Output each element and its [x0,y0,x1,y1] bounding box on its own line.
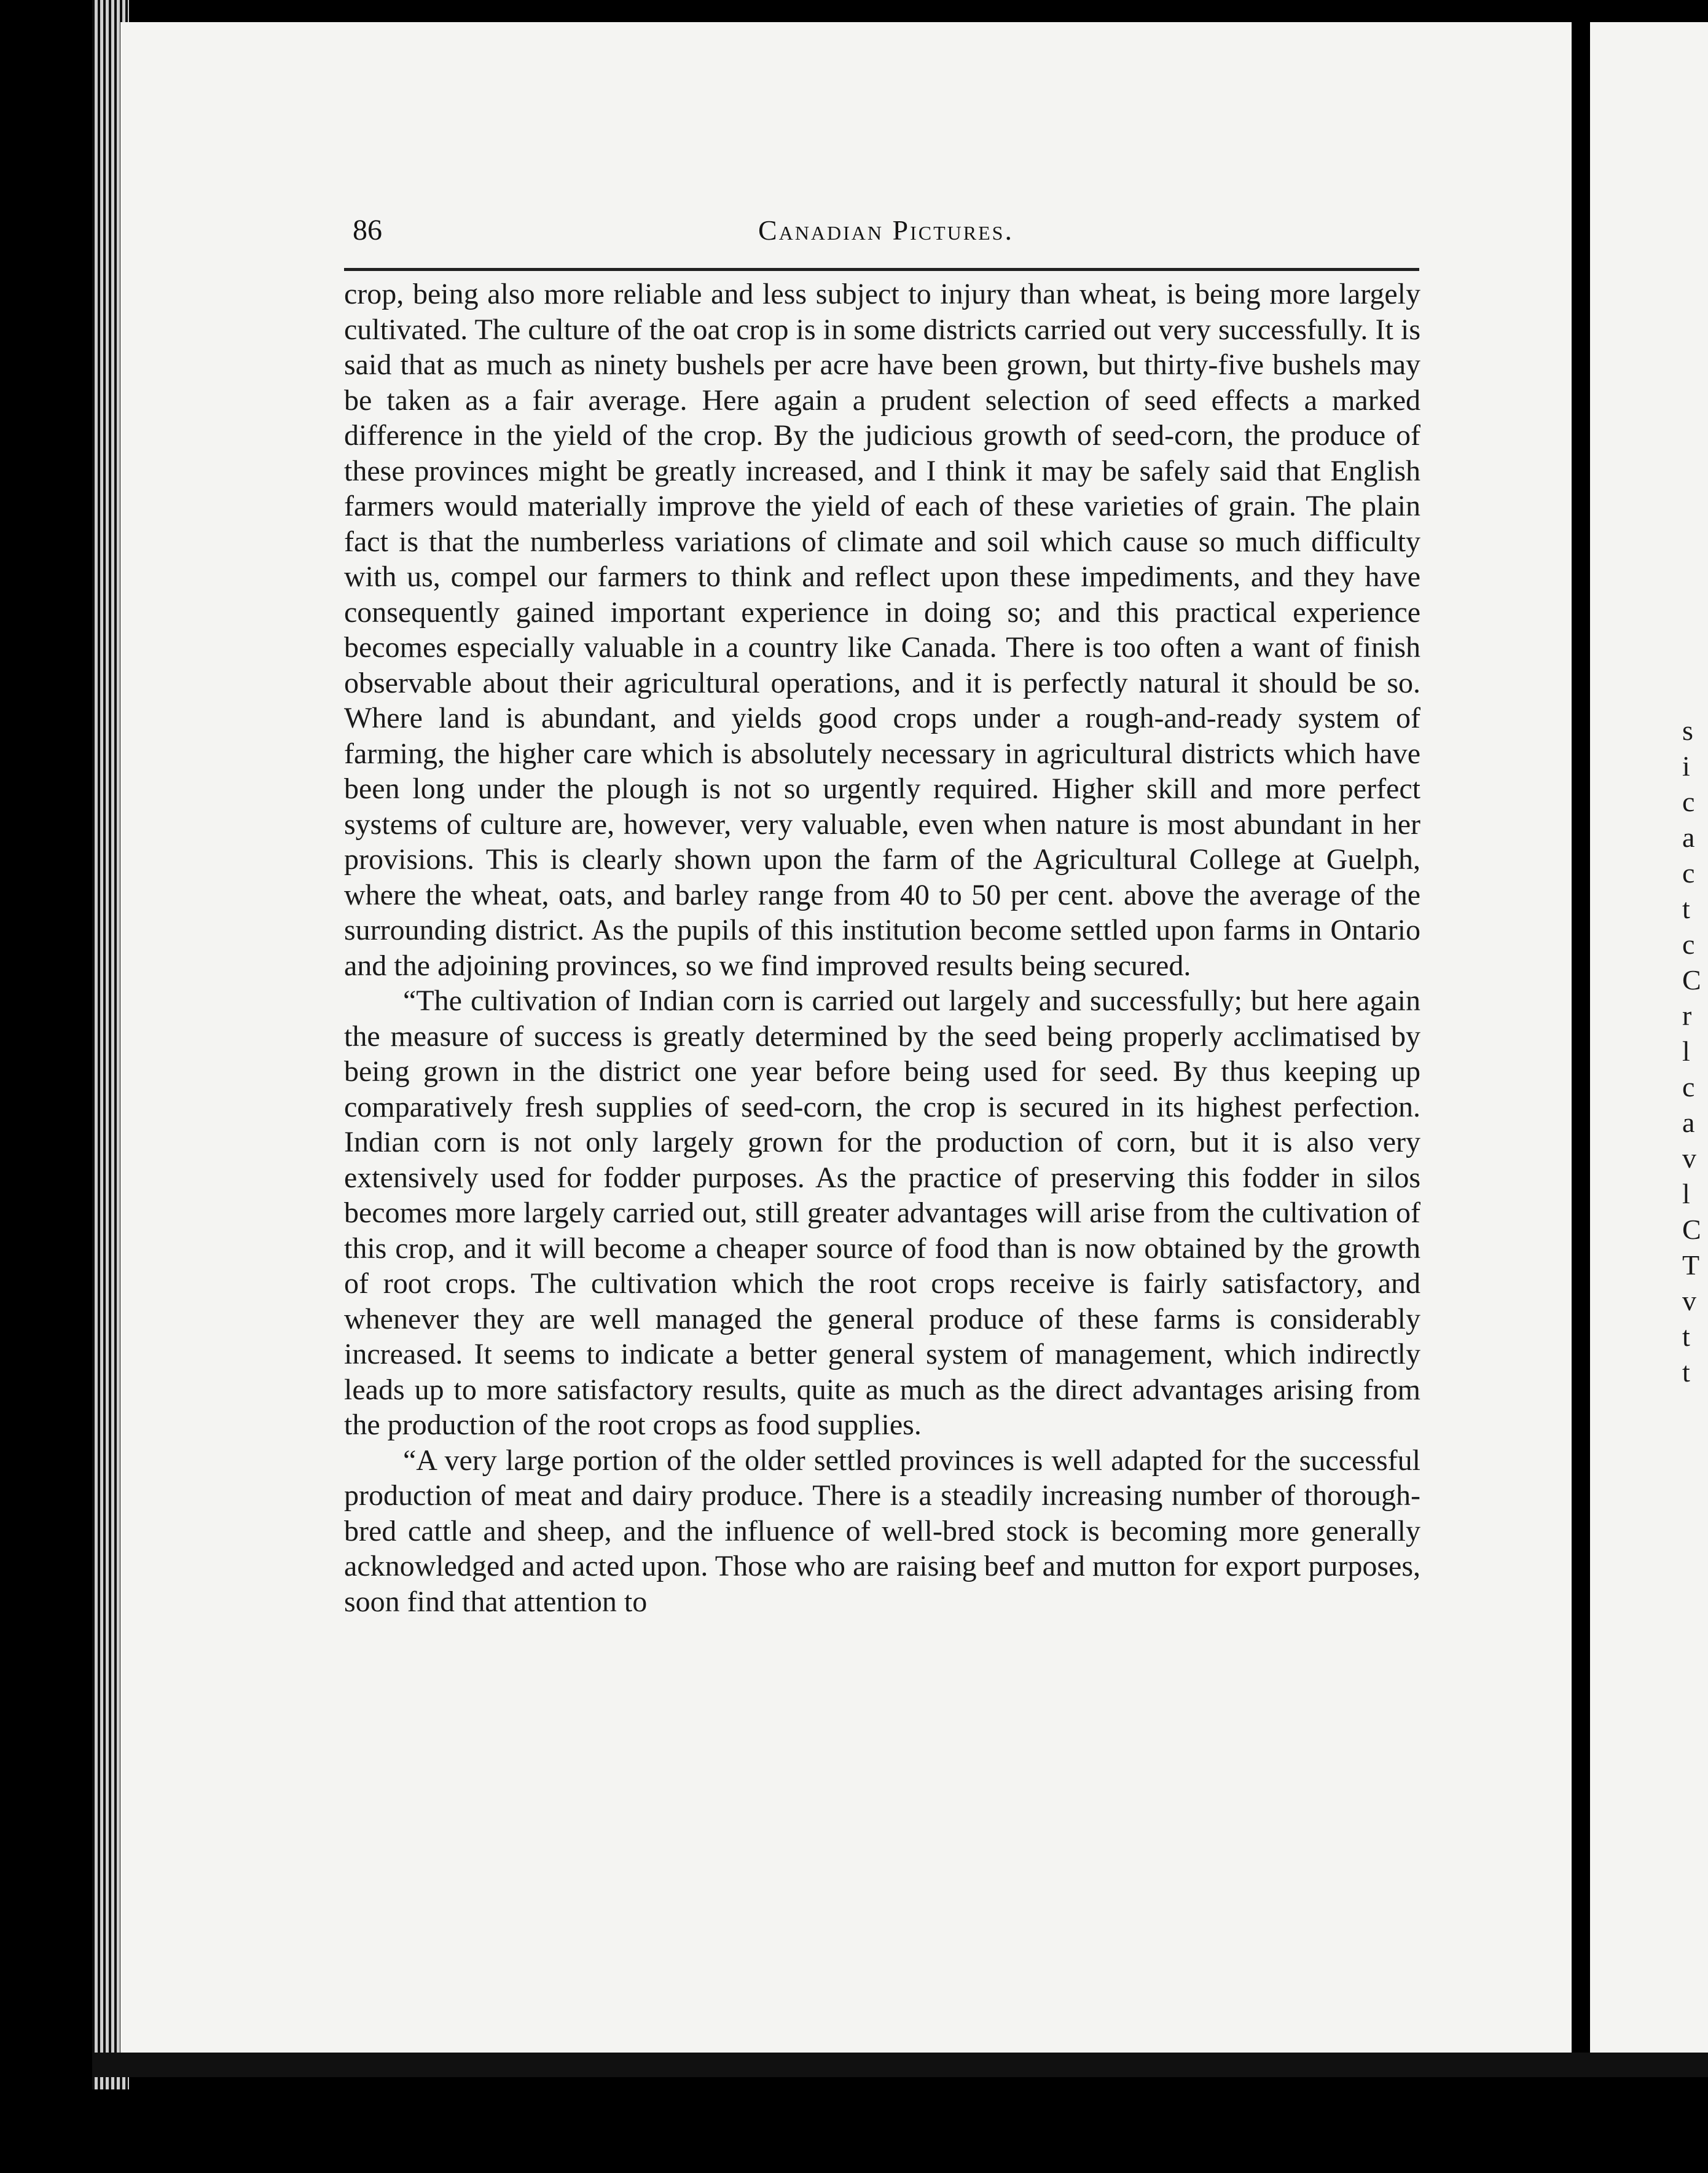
fragment: C [1682,1214,1701,1245]
header-rule [344,268,1419,271]
scan-bottom-border [92,2053,1708,2077]
fragment: l [1682,1178,1690,1209]
paragraph: “The cultivation of Indian corn is carried out largely and successfully; but here again the measure of success is greatly determined by the seed being properly acclimatised by being grown in the district one year before being used for seed. By thus keeping up comparatively fresh supplies of seed-corn, the crop is secured in its highest perfection. Indian corn is not only largely grown for the production of corn, but it is also very extensively used for fodder purposes. As the practice of preserving this fodder in silos becomes more largely carried out, still greater advantages will arise from the cultivation of this crop, and it will become a cheaper source of food than is now obtained by the growth of root crops. The cultivation which the root crops receive is fairly satisfactory, and whenever they are well managed the general produce of these farms is considerably increased. It seems to indicate a better general system of management, which indirectly leads up to more satisfactory results, quite as much as the direct advantages arising from the production of the root crops as food supplies. [344,984,1420,1441]
fragment: c [1682,1071,1695,1102]
fragment: C [1682,964,1701,996]
body-text [344,277,1420,2016]
fragment: v [1682,1142,1696,1174]
running-title: Canadian Pictures. [758,214,1014,246]
fragment: c [1682,786,1695,817]
fragment: l [1682,1035,1690,1067]
fragment: s [1682,715,1693,746]
fragment: i [1682,750,1690,782]
paragraph: “A very large portion of the older settled provinces is well adapted for the successful production of meat and dairy produce. There is a steadily increasing number of thorough-bred cattle and sheep, and the influence of well-bred stock is becoming more generally acknowledged and acted upon. Those who are raising beef and mutton for export purposes, soon find that attention to [344,1444,1420,1618]
fragment: c [1682,929,1695,960]
paragraph: crop, being also more reliable and less subject to injury than wheat, is being more largely cultivated. The culture of the oat crop is in some districts carried out very successfully. It is said that as much as ninety bushels per acre have been grown, but thirty-five bushels may be taken as a fair average. Here again a prudent selection of seed effects a marked difference in the yield of the crop. By the judicious growth of seed-corn, the produce of these provinces might be greatly increased, and I think it may be safely said that English farmers would materially improve the yield of each of these varieties of grain. The plain fact is that the numberless variations of climate and soil which cause so much difficulty with us, compel our farmers to think and reflect upon these impediments, and they have consequently gained important experience in doing so; and this practical experience becomes especially valuable in a country like Canada. There is too often a want of finish observable about their agricultural operations, and it is perfectly natural it should be so. Where land is abundant, and yields good crops under a rough-and-ready system of farming, the higher care which is absolutely necessary in agricultural districts which have been long under the plough is not so urgently required. Higher skill and more perfect systems of culture are, however, very valuable, even when nature is most abundant in her provisions. This is clearly shown upon the farm of the Agricultural College at Guelph, where the wheat, oats, and barley range from 40 to 50 per cent. above the average of the surrounding district. As the pupils of this institution become settled upon farms in Ontario and the adjoining provinces, so we find improved results being secured. [344,278,1420,982]
fragment: v [1682,1285,1696,1316]
fragment: r [1682,1000,1692,1031]
fragment: a [1682,822,1695,853]
fragment: a [1682,1107,1695,1138]
page-number: 86 [353,214,382,246]
running-head [353,209,1419,252]
facing-page-text-fragments [1682,713,1707,1390]
fragment: t [1682,1356,1690,1388]
fragment: T [1682,1249,1700,1281]
fragment: t [1682,893,1690,924]
fragment: t [1682,1321,1690,1352]
fragment: c [1682,857,1695,889]
